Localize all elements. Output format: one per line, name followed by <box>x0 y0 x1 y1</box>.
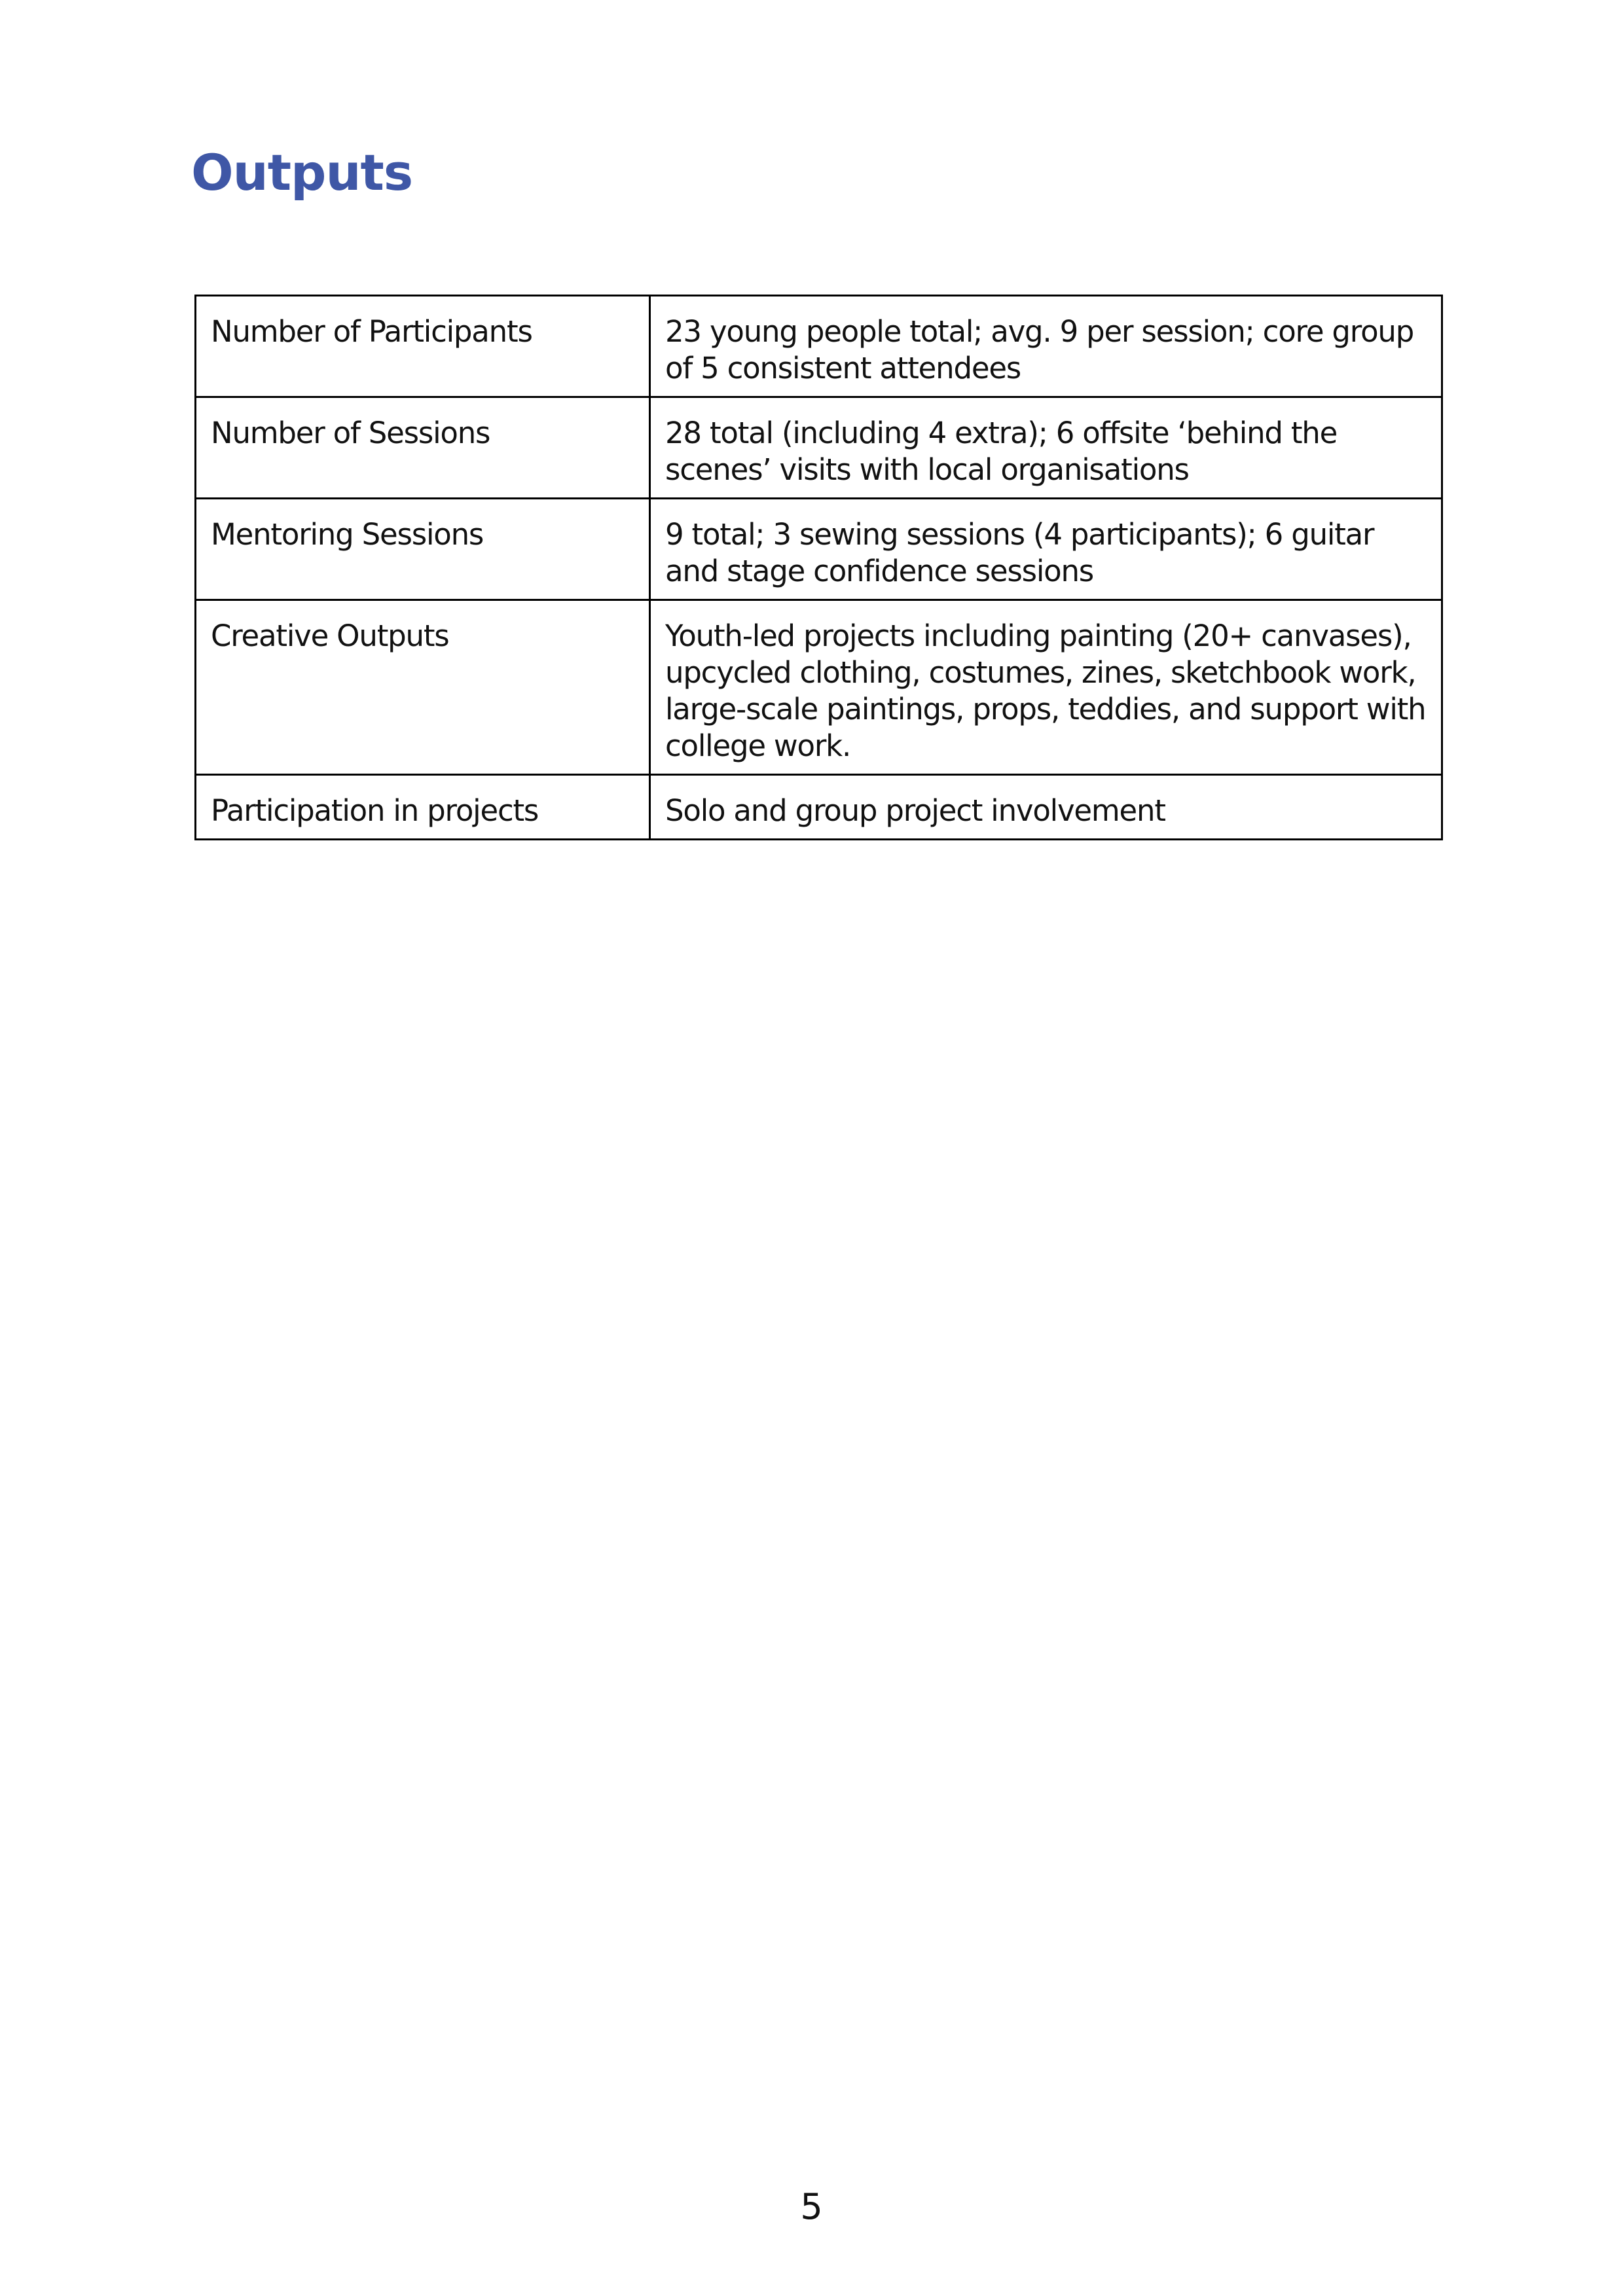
row-value: 28 total (including 4 extra); 6 offsite ‘behind the scenes’ visits with local organisations <box>650 397 1442 499</box>
table-row <box>196 600 1442 775</box>
row-label: Creative Outputs <box>196 600 650 775</box>
row-label: Number of Sessions <box>196 397 650 499</box>
table-row <box>196 499 1442 600</box>
row-value: 23 young people total; avg. 9 per session; core group of 5 consistent attendees <box>650 296 1442 397</box>
outputs-table <box>194 295 1443 840</box>
table-row <box>196 775 1442 840</box>
row-label: Participation in projects <box>196 775 650 840</box>
row-value: Youth-led projects including painting (20+ canvases), upcycled clothing, costumes, zines, sketchbook work, large-scale paintings, props, teddies, and support with college work. <box>650 600 1442 775</box>
row-label: Mentoring Sessions <box>196 499 650 600</box>
page-number: 5 <box>800 2186 823 2227</box>
row-value: 9 total; 3 sewing sessions (4 participants); 6 guitar and stage confidence sessions <box>650 499 1442 600</box>
table-row <box>196 397 1442 499</box>
page-title: Outputs <box>191 143 413 202</box>
row-value: Solo and group project involvement <box>650 775 1442 840</box>
table-row <box>196 296 1442 397</box>
row-label: Number of Participants <box>196 296 650 397</box>
